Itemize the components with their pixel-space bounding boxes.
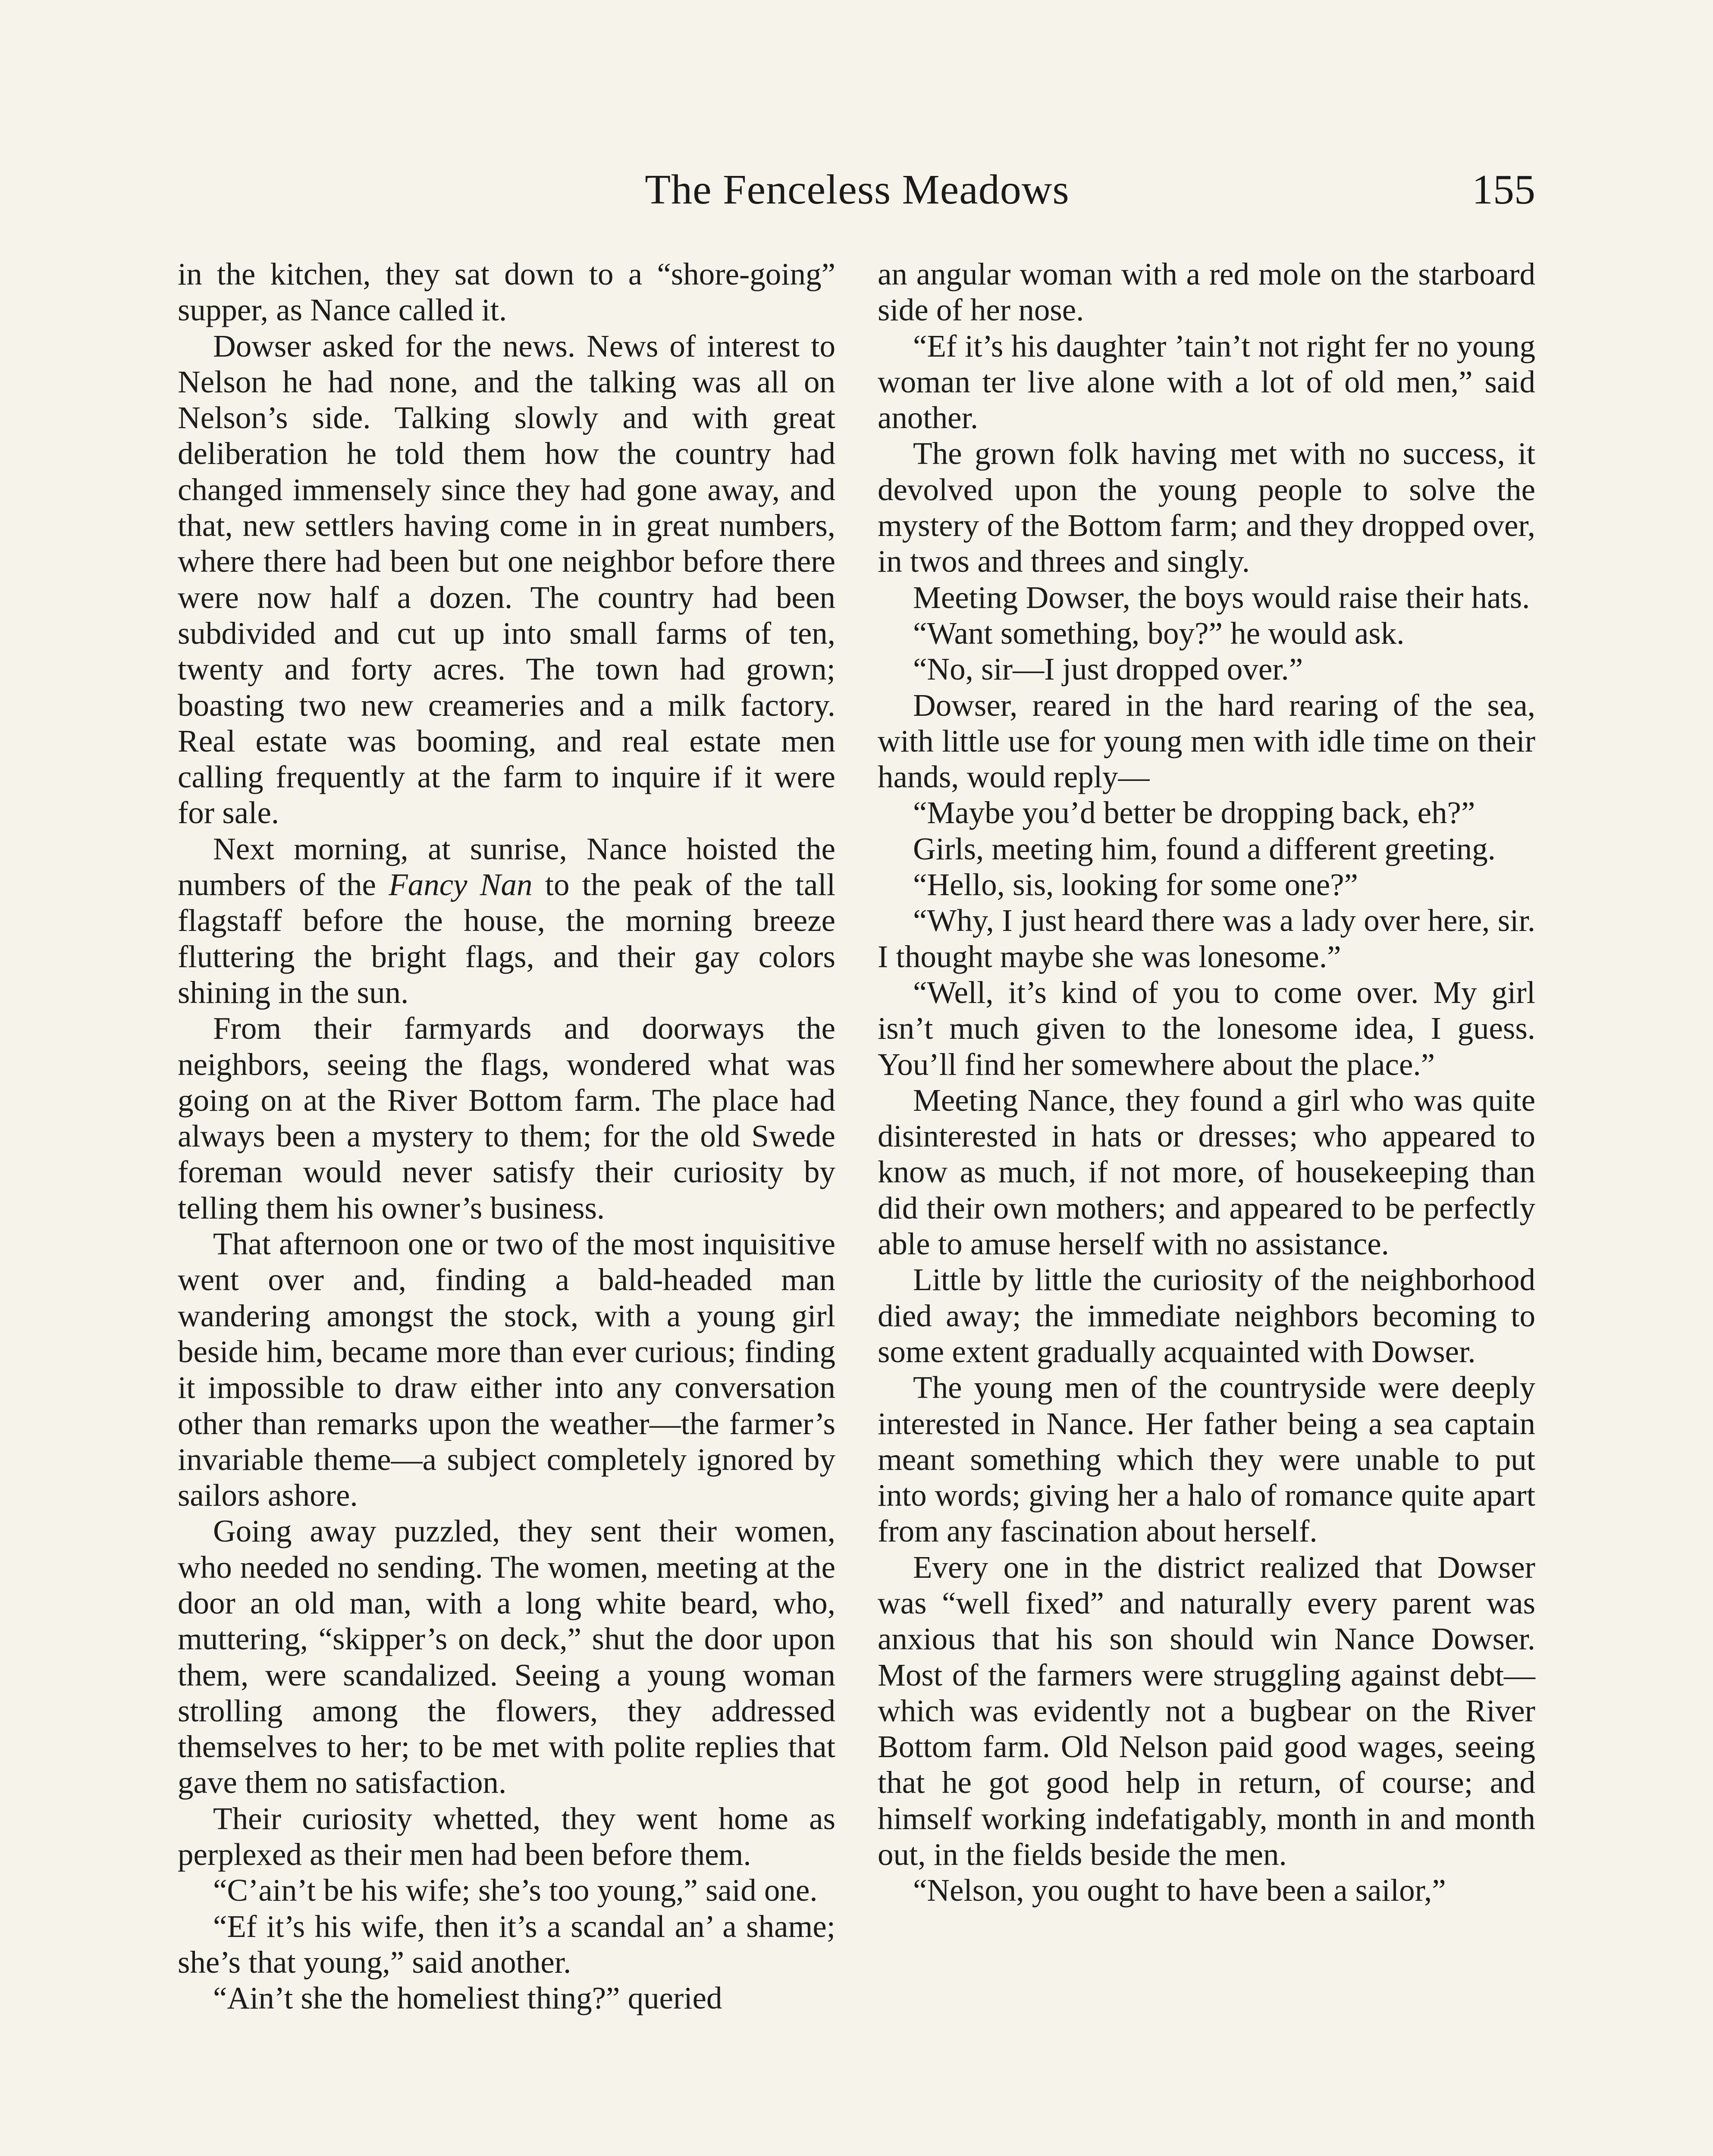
paragraph: “Ef it’s his wife, then it’s a scandal an’ a shame; she’s that young,” said another.: [178, 1908, 835, 1980]
paragraph-text: to the peak of the tall flagstaff before the house, the morning breeze fluttering the bright flags, and their gay colors shining in the sun.: [178, 867, 835, 1010]
paragraph: “Ef it’s his daughter ’tain’t not right fer no young woman ter live alone with a lot of old men,” said another.: [878, 328, 1535, 436]
paragraph: “C’ain’t be his wife; she’s too young,” said one.: [213, 1873, 818, 1908]
paragraph: Meeting Nance, they found a girl who was quite disinterested in hats or dresses; who appeared to know as much, if not more, of housekeeping than did their own mothers; and appeared to be perfectly able to amuse herself with no assistance.: [878, 1082, 1535, 1262]
paragraph: “Nelson, you ought to have been a sailor,”: [913, 1873, 1446, 1908]
paragraph: Going away puzzled, they sent their women, who needed no sending. The women, meeting at the door an old man, with a long white beard, who, muttering, “skipper’s on deck,” shut the door upon them, were scandalized. Seeing a young woman strolling among the flowers, they addressed themselves to her; to be met with polite replies that gave them no satisfaction.: [178, 1514, 835, 1800]
paragraph: “No, sir—I just dropped over.”: [913, 652, 1303, 687]
paragraph: “Want something, boy?” he would ask.: [913, 615, 1405, 651]
paragraph: an angular woman with a red mole on the starboard side of her nose.: [878, 257, 1535, 328]
paragraph: Dowser, reared in the hard rearing of the sea, with little use for young men with idle time on their hands, would reply—: [878, 687, 1535, 795]
page-number: 155: [1472, 166, 1535, 213]
paragraph: Dowser asked for the news. News of interest to Nelson he had none, and the talking was all on Nelson’s side. Talking slowly and with great deliberation he told them how the country had changed immensely since they had gone away, and that, new settlers having come in in great numbers, where there had been but one neighbor before there were now half a dozen. The country had been subdivided and cut up into small farms of ten, twenty and forty acres. The town had grown; boasting two new creameries and a milk factory. Real estate was booming, and real estate men calling frequently at the farm to inquire if it were for sale.: [178, 328, 835, 830]
running-title: The Fenceless Meadows: [645, 166, 1070, 213]
paragraph: Girls, meeting him, found a different greeting.: [913, 831, 1496, 866]
ship-name: Fancy Nan: [389, 867, 533, 903]
paragraph: “Maybe you’d better be dropping back, eh?”: [913, 795, 1475, 830]
paragraph: From their farmyards and doorways the neighbors, seeing the flags, wondered what was going on at the River Bottom farm. The place had always been a mystery to them; for the old Swede foreman would never satisfy their curiosity by telling them his owner’s business.: [178, 1011, 835, 1225]
paragraph: The grown folk having met with no success, it devolved upon the young people to solve the mystery of the Bottom farm; and they dropped over, in twos and threes and singly.: [878, 436, 1535, 579]
paragraph: Every one in the district realized that Dowser was “well fixed” and naturally every parent was anxious that his son should win Nance Dowser. Most of the farmers were struggling against debt—which was evidently not a bugbear on the River Bottom farm. Old Nelson paid good wages, seeing that he got good help in return, of course; and himself working indefatigably, month in and month out, in the fields beside the men.: [878, 1549, 1535, 1872]
left-text-column: [178, 256, 835, 2016]
paragraph-text: Next morning, at sunrise, Nance hoisted the numbers of the: [178, 831, 835, 903]
paragraph: Meeting Dowser, the boys would raise their hats.: [913, 580, 1530, 615]
paragraph: Little by little the curiosity of the neighborhood died away; the immediate neighbors becoming to some extent gradually acquainted with Dowser.: [878, 1262, 1535, 1369]
paragraph: “Hello, sis, looking for some one?”: [913, 867, 1358, 903]
paragraph: in the kitchen, they sat down to a “shore-going” supper, as Nance called it.: [178, 257, 835, 328]
paragraph: “Ain’t she the homeliest thing?” queried: [213, 1981, 722, 2016]
paragraph: “Well, it’s kind of you to come over. My girl isn’t much given to the lonesome idea, I guess. You’ll find her somewhere about the place.”: [878, 975, 1535, 1082]
paragraph: That afternoon one or two of the most inquisitive went over and, finding a bald-headed man wandering amongst the stock, with a young girl beside him, became more than ever curious; finding it impossible to draw either into any conversation other than remarks upon the weather—the farmer’s invariable theme—a subject completely ignored by sailors ashore.: [178, 1226, 835, 1513]
right-text-column: [878, 256, 1535, 1908]
paragraph: The young men of the countryside were deeply interested in Nance. Her father being a sea captain meant something which they were unable to put into words; giving her a halo of romance quite apart from any fascination about herself.: [878, 1370, 1535, 1549]
paragraph: “Why, I just heard there was a lady over here, sir. I thought maybe she was lonesome.”: [878, 903, 1535, 974]
paragraph: Their curiosity whetted, they went home as perplexed as their men had been before them.: [178, 1801, 835, 1872]
running-header: [179, 164, 1535, 216]
paragraph: [178, 831, 835, 1010]
